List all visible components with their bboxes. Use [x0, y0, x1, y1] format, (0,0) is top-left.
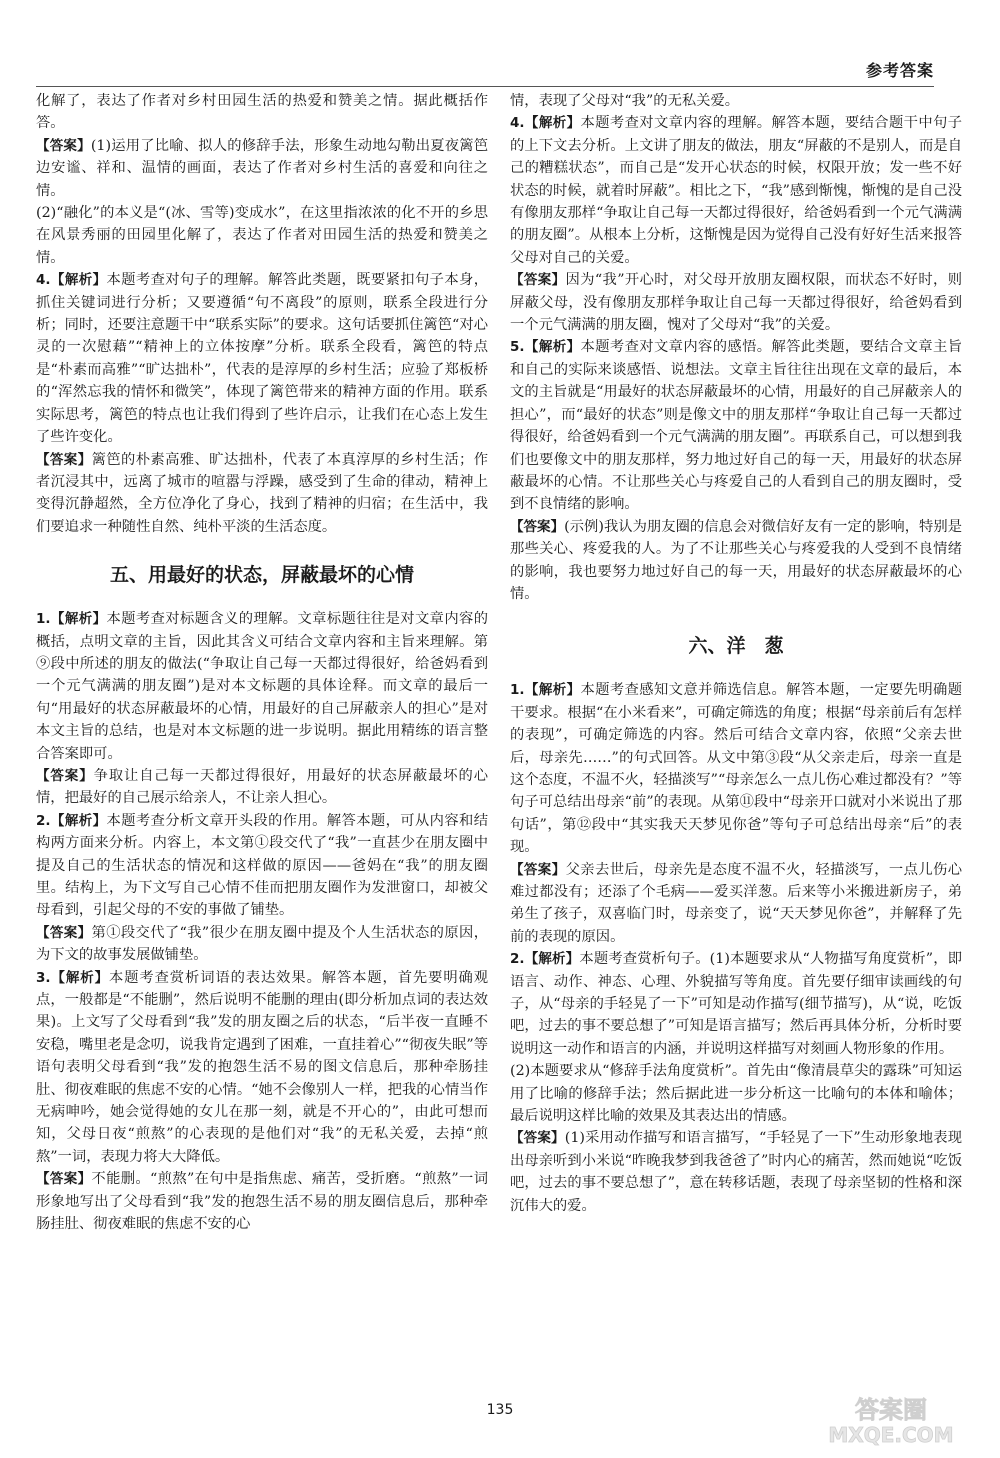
analysis-text: 本题考查对句子的理解。解答此类题，既要紧扣句子本身，抓住关键词进行分析；又要遵循“句不离段”的原则，联系全段进行分析；同时，还要注意题干中“联系实际”的要求。这句话要抓住篱笆“对心灵的一次慰藉”“精神上的立体按摩”分析。联系全段看，篱笆的特点是“朴素而高雅”“旷达拙朴”，代表的是淳厚的乡村生活；应验了郑板桥的“浑然忘我的情怀和微笑”，体现了篱笆带来的精神方面的作用。联系实际思考，篱笆的特点也让我们得到了些许启示，让我们在心态上发生了些许变化。 — [36, 272, 489, 446]
question-4 — [36, 269, 488, 448]
header-divider — [36, 86, 934, 87]
question-1 — [510, 679, 962, 858]
answer-text: 争取让自己每一天都过得很好，用最好的状态屏蔽最坏的心情，把最好的自己展示给亲人，不让亲人担心。 — [36, 767, 488, 807]
answer-text: (示例)我认为朋友圈的信息会对微信好友有一定的影响，特别是那些关心、疼爱我的人。为了不让那些关心与疼爱我的人受到不良情绪的影响，我也要努力地过好自己的每一天，用最好的状态屏蔽最坏的心情。 — [510, 518, 963, 602]
answer-tag: 【答案】 — [510, 1130, 565, 1147]
answer-paragraph — [510, 859, 962, 949]
answer-tag: 【答案】 — [510, 518, 565, 535]
watermark-bottom-text: MXQE.COM — [828, 1423, 954, 1447]
answer-tag: 【答案】 — [510, 272, 566, 289]
answer-tag: 【答案】 — [36, 1171, 92, 1188]
answer-paragraph: (2)“融化”的本义是“(冰、雪等)变成水”，在这里指浓浓的化不开的乡思在风景秀丽的田园里化解了，表达了作者对田园生活的热爱和赞美之情。 — [36, 205, 488, 266]
answer-paragraph — [36, 449, 488, 539]
answer-tag: 【答案】 — [36, 767, 94, 784]
question-5 — [510, 336, 962, 515]
analysis-text: 本题考查对文章内容的理解。解答本题，要结合题干中句子的上下文去分析。上文讲了朋友的做法，朋友“屏蔽的不是别人，而是自己的糟糕状态”，而自己是“发开心状态的时候，权限开放；发一些不好状态的时候，就着时屏蔽”。相比之下，“我”感到惭愧，惭愧的是自己没有像朋友那样“争取让自己每一天都过得很好，给爸妈看到一个元气满满的朋友圈”。从根本上分析，这惭愧是因为觉得自己没有好好生活来报答父母对自己的关爱。 — [510, 115, 963, 266]
question-number: 2. — [36, 812, 51, 829]
answer-tag: 【答案】 — [510, 861, 566, 878]
question-2 — [510, 948, 962, 1060]
analysis-text: 本题考查赏析词语的表达效果。解答本题，首先要明确观点，一般都是“不能删”，然后说明不能删的理由(即分析加点词的表达效果)。上文写了父母看到“我”发的朋友圈之后的状态，“后半夜一直睡不安稳，嘴里老是念叨，说我肯定遇到了困难，一直挂着心”“彻夜失眠”等语句表明父母看到“我”发的抱怨生活不易的图文信息后，那种牵肠挂肚、彻夜难眠的焦虑不安的心情。“她不会像别人一样，把我的心情当作无病呻吟，她会觉得她的女儿在那一刻，就是不开心的”，由此可想而知，父母日夜“煎熬”的心表现的是他们对“我”的无私关爱，去掉“煎熬”一词，表现力将大大降低。 — [36, 969, 489, 1165]
answer-text: 不能删。“煎熬”在句中是指焦虑、痛苦，受折磨。“煎熬”一词形象地写出了父母看到“我”发的抱怨生活不易的朋友圈信息后，那种牵肠挂肚、彻夜难眠的焦虑不安的心 — [36, 1171, 489, 1233]
answer-text: (1)采用动作描写和语言描写，“手轻晃了一下”生动形象地表现出母亲听到小米说“昨晚我梦到我爸爸了”时内心的痛苦，然而她说“吃饭吧，过去的事不要总想了”，意在转移话题，表现了母亲坚韧的性格和深沉伟大的爱。 — [510, 1130, 963, 1214]
analysis-tag: 【解析】 — [524, 339, 581, 356]
watermark-logo — [798, 1392, 984, 1448]
left-column — [36, 90, 488, 1236]
analysis-text: 本题考查对文章内容的感悟。解答此类题，要结合文章主旨和自己的实际来谈感悟、说想法。文章主旨往往出现在文章的最后，本文的主旨就是“用最好的状态屏蔽最坏的心情，用最好的自己屏蔽亲人的担心”，而“最好的状态”则是像文中的朋友那样“争取让自己每一天都过得很好，给爸妈看到一个元气满满的朋友圈”。再联系自己，可以想到我们也要像文中的朋友那样，努力地过好自己的每一天，用最好的状态屏蔽最坏的心情。不让那些关心与疼爱自己的人看到自己的朋友圈时，受到不良情绪的影响。 — [510, 339, 963, 513]
section-title: 五、用最好的状态，屏蔽最坏的心情 — [109, 564, 414, 587]
watermark-top-text: 答案圈 — [855, 1396, 927, 1424]
answer-paragraph — [36, 1168, 488, 1235]
analysis-text: 本题考查赏析句子。(1)本题要求从“人物描写角度赏析”，即语言、动作、神态、心理、外貌描写等角度。首先要仔细审读画线的句子，从“母亲的手轻晃了一下”可知是动作描写(细节描写)，从“说，吃饭吧，过去的事不要总想了”可知是语言描写；然后再具体分析，分析时要说明这一动作和语言的内涵，并说明这样描写对刻画人物形象的作用。 — [510, 951, 963, 1057]
section-title: 六、洋 葱 — [688, 635, 784, 658]
question-3 — [36, 967, 488, 1169]
analysis-tag: 【解析】 — [50, 272, 107, 289]
answer-text: 父亲去世后，母亲先是态度不温不火，轻描淡写，一点儿伤心难过都没有；还添了个毛病——爱买洋葱。后来等小米搬进新房子，弟弟生了孩子，双喜临门时，母亲变了，说“天天梦见你爸”，并解释了先前的表现的原因。 — [510, 861, 963, 945]
answer-paragraph — [510, 516, 962, 606]
paragraph: 化解了，表达了作者对乡村田园生活的热爱和赞美之情。据此概括作答。 — [36, 93, 488, 132]
answer-tag: 【答案】 — [36, 451, 92, 468]
answer-text: 篱笆的朴素高雅、旷达拙朴，代表了本真淳厚的乡村生活；作者沉浸其中，远离了城市的喧嚣与浮躁，感受到了生命的律动，精神上变得沉静超然，全方位净化了身心，找到了精神的归宿；在生活中，我们要追求一种随性自然、纯朴平淡的生活态度。 — [36, 451, 489, 535]
question-2 — [36, 810, 488, 922]
answer-paragraph — [510, 269, 962, 336]
answer-paragraph — [36, 135, 488, 202]
question-number: 1. — [36, 611, 51, 628]
analysis-tag: 【解析】 — [524, 115, 581, 132]
right-column — [510, 90, 962, 1217]
question-1 — [36, 608, 488, 765]
question-number: 5. — [510, 339, 525, 356]
answer-paragraph — [36, 922, 488, 967]
analysis-text: 本题考查感知文意并筛选信息。解答本题，一定要先明确题干要求。根据“在小米看来”，可确定筛选的角度；根据“母亲前后有怎样的表现”，可确定筛选的内容。然后可结合文章内容，依照“父亲去世后，母亲先……”的句式回答。从文中第③段“从父亲走后，母亲一直是这个态度，不温不火，轻描淡写”“母亲怎么一点儿伤心难过都没有？”等句子可总结出母亲“前”的表现。从第⑪段中“母亲开口就对小米说出了那句话”，第⑫段中“其实我天天梦见你爸”等句子可总结出母亲“后”的表现。 — [510, 682, 963, 856]
page-header-title: 参考答案 — [865, 61, 934, 80]
analysis-paragraph: (2)本题要求从“修辞手法角度赏析”。首先由“像清晨草尖的露珠”可知运用了比喻的修辞手法；然后据此进一步分析这一比喻句的本体和喻体；最后说明这样比喻的效果及其表达出的情感。 — [510, 1063, 962, 1125]
question-4 — [510, 112, 962, 269]
answer-text: 第①段交代了“我”很少在朋友圈中提及个人生活状态的原因，为下文的故事发展做铺垫。 — [36, 924, 489, 964]
analysis-tag: 【解析】 — [50, 969, 110, 986]
question-number: 4. — [36, 272, 51, 289]
answer-text: 因为“我”开心时，对父母开放朋友圈权限，而状态不好时，则屏蔽父母，没有像朋友那样争取让自己每一天都过得很好，给爸妈看到一个元气满满的朋友圈，愧对了父母对“我”的关爱。 — [510, 272, 963, 334]
answer-tag: 【答案】 — [36, 924, 92, 941]
question-number: 3. — [36, 969, 51, 986]
answer-paragraph — [36, 765, 488, 810]
answer-text: (1)运用了比喻、拟人的修辞手法，形象生动地勾勒出夏夜篱笆边安谧、祥和、温情的画面，表达了作者对乡村生活的喜爱和向往之情。 — [36, 137, 489, 199]
analysis-text: 本题考查对标题含义的理解。文章标题往往是对文章内容的概括，点明文章的主旨，因此其含义可结合文章内容和主旨来理解。第⑨段中所述的朋友的做法(“争取让自己每一天都过得很好，给爸妈看到一个元气满满的朋友圈”)是对本文标题的具体诠释。而文章的最后一句“用最好的状态屏蔽最坏的心情，用最好的自己屏蔽亲人的担心”是对本文主旨的总结，也是对本文标题的进一步说明。据此用精练的语言整合答案即可。 — [36, 611, 489, 762]
page-number: 135 — [486, 1402, 514, 1418]
analysis-tag: 【解析】 — [524, 682, 581, 699]
answer-tag: 【答案】 — [36, 137, 91, 154]
analysis-tag: 【解析】 — [524, 951, 580, 968]
question-number: 1. — [510, 682, 525, 699]
paragraph: 情，表现了父母对“我”的无私关爱。 — [510, 93, 740, 109]
analysis-tag: 【解析】 — [50, 611, 107, 628]
question-number: 2. — [510, 951, 525, 968]
answer-paragraph — [510, 1127, 962, 1217]
analysis-tag: 【解析】 — [50, 812, 107, 829]
question-number: 4. — [510, 115, 525, 132]
analysis-text: 本题考查分析文章开头段的作用。解答本题，可从内容和结构两方面来分析。内容上，本文第①段交代了“我”一直甚少在朋友圈中提及自己的生活状态的情况和这样做的原因——爸妈在“我”的朋友圈里。结构上，为下文写自己心情不佳而把朋友圈作为发泄窗口，却被父母看到，引起父母的不安的事做了铺垫。 — [36, 812, 489, 919]
